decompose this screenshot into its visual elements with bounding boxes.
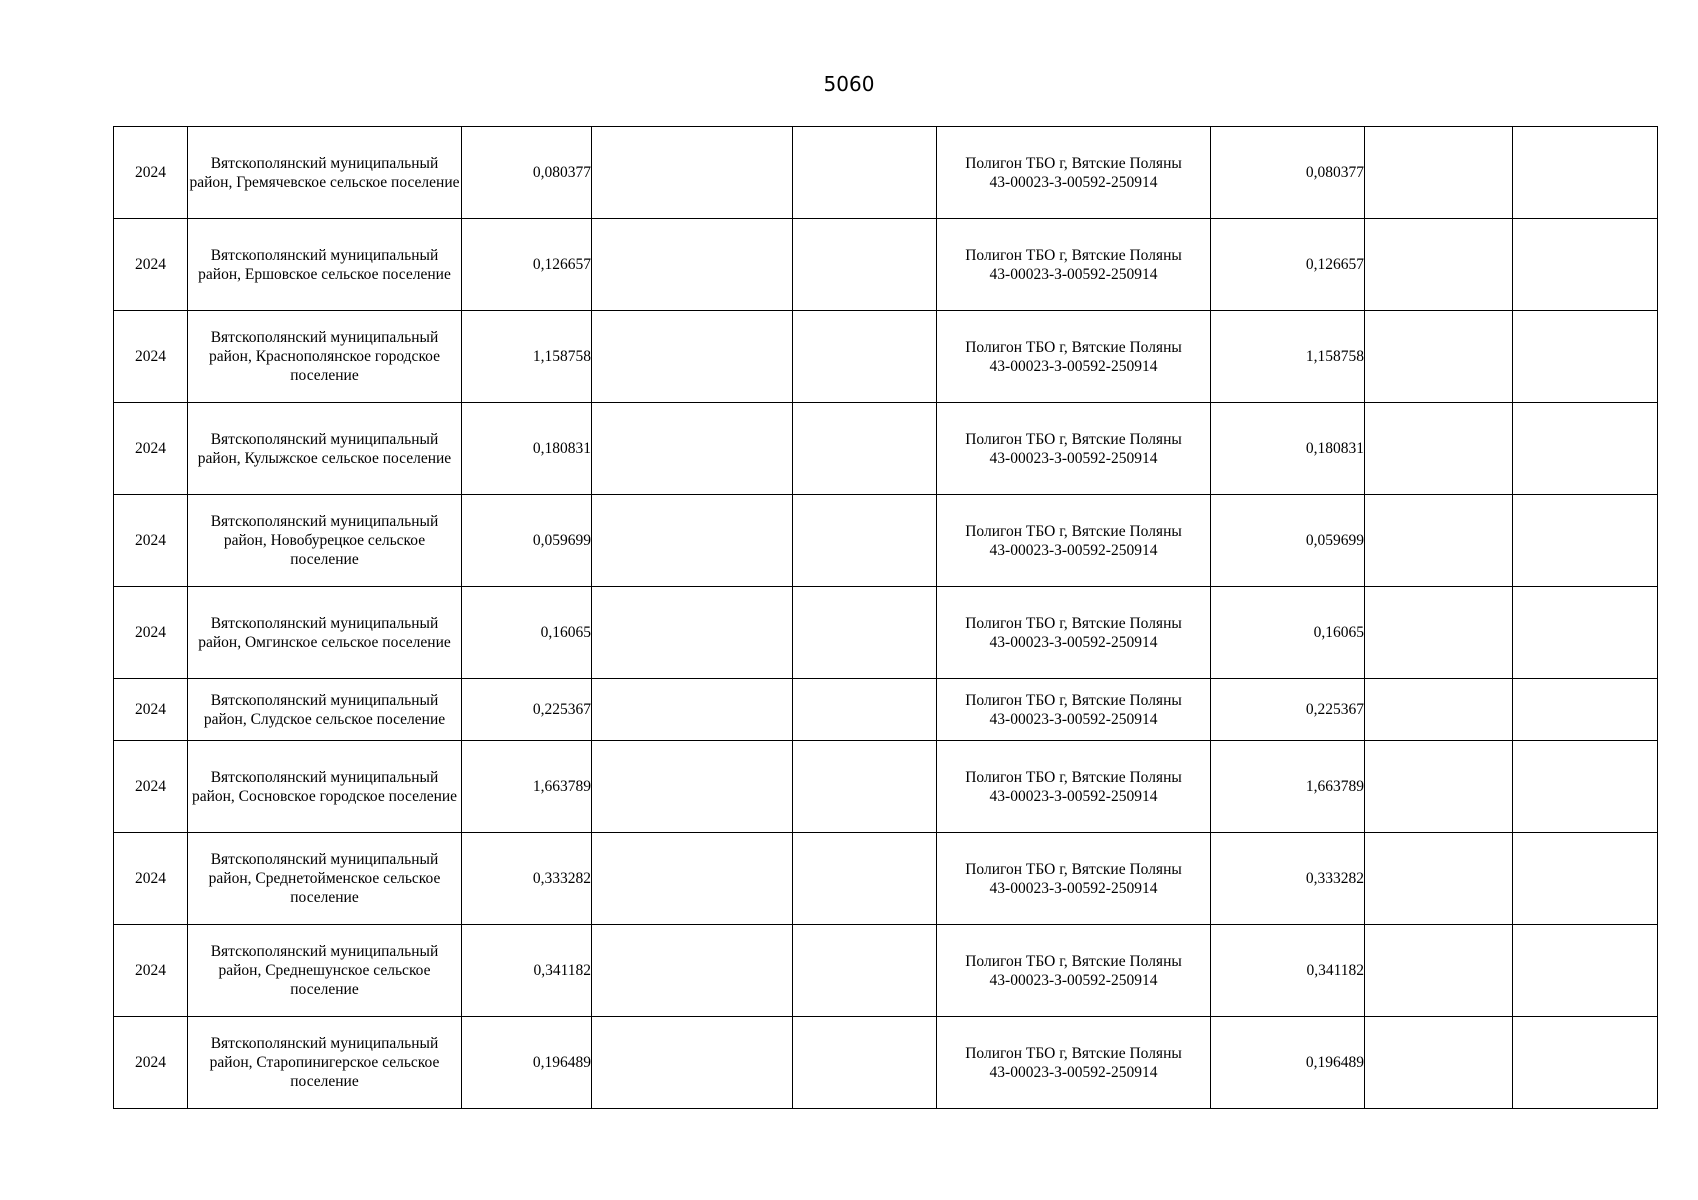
amount-cell: 1,663789 (462, 741, 592, 833)
table-body (114, 127, 1658, 1109)
table-row (114, 219, 1658, 311)
facility-cell (937, 495, 1211, 587)
facility-name: Полигон ТБО г, Вятские Поляны (965, 154, 1182, 172)
empty-cell (592, 219, 793, 311)
facility-code: 43-00023-З-00592-250914 (989, 1063, 1158, 1081)
facility-code: 43-00023-З-00592-250914 (989, 449, 1158, 467)
empty-cell (793, 495, 937, 587)
year-cell: 2024 (114, 925, 188, 1017)
facility-amount-cell: 0,080377 (1211, 127, 1365, 219)
empty-cell (1365, 311, 1513, 403)
empty-cell (1365, 1017, 1513, 1109)
facility-amount-cell: 0,196489 (1211, 1017, 1365, 1109)
empty-cell (1365, 495, 1513, 587)
facility-amount-cell: 1,158758 (1211, 311, 1365, 403)
facility-code: 43-00023-З-00592-250914 (989, 879, 1158, 897)
year-cell: 2024 (114, 403, 188, 495)
table-row (114, 679, 1658, 741)
territory-cell: Вятскополянский муниципальный район, Гремячевское сельское поселение (188, 127, 462, 219)
facility-name: Полигон ТБО г, Вятские Поляны (965, 522, 1182, 540)
empty-cell (1513, 219, 1658, 311)
amount-cell: 0,16065 (462, 587, 592, 679)
empty-cell (592, 1017, 793, 1109)
empty-cell (592, 833, 793, 925)
empty-cell (1365, 587, 1513, 679)
facility-name: Полигон ТБО г, Вятские Поляны (965, 430, 1182, 448)
amount-cell: 1,158758 (462, 311, 592, 403)
amount-cell: 0,080377 (462, 127, 592, 219)
territory-cell: Вятскополянский муниципальный район, Ершовское сельское поселение (188, 219, 462, 311)
empty-cell (592, 925, 793, 1017)
empty-cell (793, 741, 937, 833)
year-cell: 2024 (114, 679, 188, 741)
empty-cell (793, 127, 937, 219)
territory-cell: Вятскополянский муниципальный район, Среднешунское сельское поселение (188, 925, 462, 1017)
territory-cell: Вятскополянский муниципальный район, Сосновское городское поселение (188, 741, 462, 833)
table-row (114, 833, 1658, 925)
year-cell: 2024 (114, 495, 188, 587)
year-cell: 2024 (114, 311, 188, 403)
amount-cell: 0,196489 (462, 1017, 592, 1109)
empty-cell (1513, 587, 1658, 679)
empty-cell (1365, 219, 1513, 311)
empty-cell (1365, 127, 1513, 219)
empty-cell (1365, 925, 1513, 1017)
facility-code: 43-00023-З-00592-250914 (989, 710, 1158, 728)
empty-cell (793, 679, 937, 741)
empty-cell (592, 495, 793, 587)
year-cell: 2024 (114, 1017, 188, 1109)
facility-code: 43-00023-З-00592-250914 (989, 787, 1158, 805)
year-cell: 2024 (114, 741, 188, 833)
empty-cell (1513, 741, 1658, 833)
facility-name: Полигон ТБО г, Вятские Поляны (965, 691, 1182, 709)
facility-amount-cell: 0,16065 (1211, 587, 1365, 679)
facility-cell (937, 311, 1211, 403)
facility-cell (937, 679, 1211, 741)
empty-cell (1513, 925, 1658, 1017)
territory-cell: Вятскополянский муниципальный район, Среднетойменское сельское поселение (188, 833, 462, 925)
facility-name: Полигон ТБО г, Вятские Поляны (965, 246, 1182, 264)
empty-cell (1513, 495, 1658, 587)
facility-amount-cell: 1,663789 (1211, 741, 1365, 833)
empty-cell (1365, 403, 1513, 495)
amount-cell: 0,341182 (462, 925, 592, 1017)
empty-cell (592, 741, 793, 833)
territory-cell: Вятскополянский муниципальный район, Краснополянское городское поселение (188, 311, 462, 403)
facility-amount-cell: 0,180831 (1211, 403, 1365, 495)
facility-cell (937, 127, 1211, 219)
empty-cell (592, 311, 793, 403)
facility-amount-cell: 0,341182 (1211, 925, 1365, 1017)
table-row (114, 403, 1658, 495)
facility-name: Полигон ТБО г, Вятские Поляны (965, 768, 1182, 786)
facility-cell (937, 219, 1211, 311)
year-cell: 2024 (114, 587, 188, 679)
facility-code: 43-00023-З-00592-250914 (989, 541, 1158, 559)
empty-cell (793, 833, 937, 925)
empty-cell (1513, 403, 1658, 495)
table-row (114, 587, 1658, 679)
territory-cell: Вятскополянский муниципальный район, Новобурецкое сельское поселение (188, 495, 462, 587)
page-number: 5060 (823, 72, 875, 96)
empty-cell (1365, 679, 1513, 741)
facility-name: Полигон ТБО г, Вятские Поляны (965, 860, 1182, 878)
facility-amount-cell: 0,333282 (1211, 833, 1365, 925)
year-cell: 2024 (114, 833, 188, 925)
territory-cell: Вятскополянский муниципальный район, Старопинигерское сельское поселение (188, 1017, 462, 1109)
empty-cell (1513, 1017, 1658, 1109)
amount-cell: 0,126657 (462, 219, 592, 311)
territory-cell: Вятскополянский муниципальный район, Омгинское сельское поселение (188, 587, 462, 679)
empty-cell (793, 311, 937, 403)
territory-cell: Вятскополянский муниципальный район, Слудское сельское поселение (188, 679, 462, 741)
empty-cell (1513, 127, 1658, 219)
table-row (114, 127, 1658, 219)
facility-cell (937, 587, 1211, 679)
facility-name: Полигон ТБО г, Вятские Поляны (965, 952, 1182, 970)
facility-code: 43-00023-З-00592-250914 (989, 971, 1158, 989)
empty-cell (592, 403, 793, 495)
facility-cell (937, 833, 1211, 925)
empty-cell (793, 1017, 937, 1109)
year-cell: 2024 (114, 127, 188, 219)
year-cell: 2024 (114, 219, 188, 311)
table-row (114, 741, 1658, 833)
facility-cell (937, 741, 1211, 833)
table-row (114, 311, 1658, 403)
table-row (114, 1017, 1658, 1109)
empty-cell (1365, 741, 1513, 833)
facility-cell (937, 403, 1211, 495)
empty-cell (592, 587, 793, 679)
empty-cell (793, 587, 937, 679)
table-row (114, 925, 1658, 1017)
facility-amount-cell: 0,225367 (1211, 679, 1365, 741)
facility-name: Полигон ТБО г, Вятские Поляны (965, 614, 1182, 632)
facility-code: 43-00023-З-00592-250914 (989, 265, 1158, 283)
table-row (114, 495, 1658, 587)
amount-cell: 0,180831 (462, 403, 592, 495)
empty-cell (1513, 833, 1658, 925)
territory-cell: Вятскополянский муниципальный район, Кулыжское сельское поселение (188, 403, 462, 495)
empty-cell (1365, 833, 1513, 925)
facility-code: 43-00023-З-00592-250914 (989, 173, 1158, 191)
empty-cell (1513, 679, 1658, 741)
facility-name: Полигон ТБО г, Вятские Поляны (965, 1044, 1182, 1062)
empty-cell (1513, 311, 1658, 403)
facility-name: Полигон ТБО г, Вятские Поляны (965, 338, 1182, 356)
facility-amount-cell: 0,059699 (1211, 495, 1365, 587)
empty-cell (793, 925, 937, 1017)
empty-cell (793, 219, 937, 311)
facility-cell (937, 1017, 1211, 1109)
amount-cell: 0,225367 (462, 679, 592, 741)
empty-cell (592, 679, 793, 741)
amount-cell: 0,333282 (462, 833, 592, 925)
facility-code: 43-00023-З-00592-250914 (989, 357, 1158, 375)
waste-volume-table (113, 126, 1658, 1109)
facility-cell (937, 925, 1211, 1017)
amount-cell: 0,059699 (462, 495, 592, 587)
facility-amount-cell: 0,126657 (1211, 219, 1365, 311)
facility-code: 43-00023-З-00592-250914 (989, 633, 1158, 651)
empty-cell (793, 403, 937, 495)
empty-cell (592, 127, 793, 219)
